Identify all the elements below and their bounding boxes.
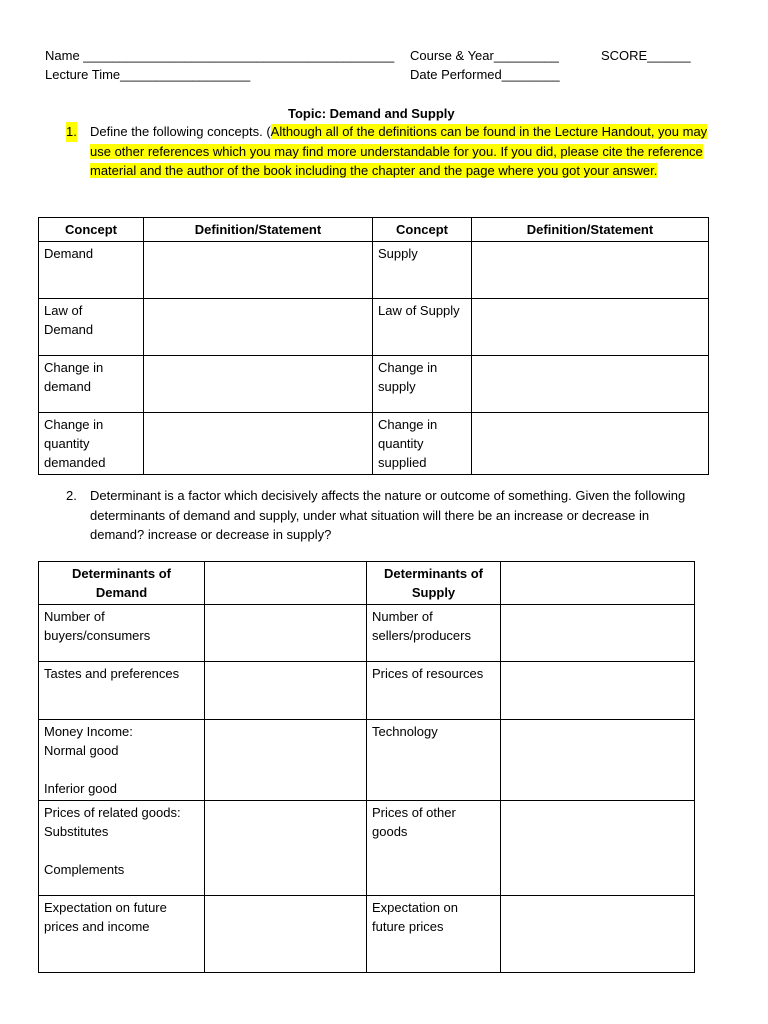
determinant-cell: Number of sellers/producers — [367, 605, 501, 662]
determinant-cell: Expectation on future prices — [367, 896, 501, 973]
table-row — [39, 720, 695, 801]
determinants-table-header — [39, 562, 695, 605]
answer-cell[interactable] — [205, 605, 367, 662]
definition-cell[interactable] — [144, 413, 373, 475]
determinant-cell: Prices of related goods: Substitutes Complements — [39, 801, 205, 896]
answer-cell[interactable] — [501, 896, 695, 973]
determinant-cell: Number of buyers/consumers — [39, 605, 205, 662]
header-definition: Definition/Statement — [472, 218, 709, 242]
concept-cell: Law of Supply — [373, 299, 472, 356]
table-row — [39, 242, 709, 299]
header-concept: Concept — [373, 218, 472, 242]
definition-cell[interactable] — [144, 299, 373, 356]
determinants-table — [38, 561, 695, 973]
question-2-text: Determinant is a factor which decisively affects the nature or outcome of something. Given the following determinants of demand and supply, under what situation will there be an increase or decrease in demand? increase or decrease in supply? — [90, 488, 686, 542]
concept-cell: Change in supply — [373, 356, 472, 413]
header-determinants-supply: Determinants of Supply — [367, 562, 501, 605]
date-performed-field[interactable]: Date Performed________ — [410, 67, 560, 82]
header-definition: Definition/Statement — [144, 218, 373, 242]
table-row — [39, 299, 709, 356]
definition-cell[interactable] — [472, 356, 709, 413]
score-field[interactable]: SCORE______ — [601, 48, 691, 63]
determinant-cell: Prices of other goods — [367, 801, 501, 896]
answer-cell[interactable] — [205, 720, 367, 801]
question-1-plain: Define the following concepts. ( — [90, 124, 271, 139]
concepts-table — [38, 217, 709, 475]
answer-cell[interactable] — [205, 896, 367, 973]
concepts-table-header — [39, 218, 709, 242]
answer-cell[interactable] — [501, 605, 695, 662]
determinant-cell: Money Income: Normal good Inferior good — [39, 720, 205, 801]
topic-title: Topic: Demand and Supply — [288, 106, 455, 121]
table-row — [39, 356, 709, 413]
table-row — [39, 896, 695, 973]
concept-cell: Change in quantity demanded — [39, 413, 144, 475]
definition-cell[interactable] — [472, 299, 709, 356]
question-1-highlight: Although all of the definitions can be found in the Lecture Handout, you may use other references which you may find more understandable for you. If you did, please cite the reference material and the author of the book including the chapter and the page where you got your answer. — [90, 124, 708, 178]
definition-cell[interactable] — [144, 242, 373, 299]
concept-cell: Change in quantity supplied — [373, 413, 472, 475]
lecture-time-field[interactable]: Lecture Time__________________ — [45, 67, 251, 82]
determinant-cell: Expectation on future prices and income — [39, 896, 205, 973]
table-row — [39, 605, 695, 662]
determinant-cell: Prices of resources — [367, 662, 501, 720]
determinant-cell: Technology — [367, 720, 501, 801]
header-concept: Concept — [39, 218, 144, 242]
table-row — [39, 413, 709, 475]
question-2-number: 2. — [66, 488, 77, 503]
determinant-cell: Tastes and preferences — [39, 662, 205, 720]
definition-cell[interactable] — [144, 356, 373, 413]
name-field[interactable]: Name ___________________________________________ — [45, 48, 395, 63]
table-row — [39, 801, 695, 896]
header-blank — [501, 562, 695, 605]
answer-cell[interactable] — [501, 801, 695, 896]
answer-cell[interactable] — [501, 720, 695, 801]
definition-cell[interactable] — [472, 242, 709, 299]
concept-cell: Demand — [39, 242, 144, 299]
concept-cell: Supply — [373, 242, 472, 299]
concept-cell: Change in demand — [39, 356, 144, 413]
answer-cell[interactable] — [205, 801, 367, 896]
table-row — [39, 662, 695, 720]
header-blank — [205, 562, 367, 605]
question-1-number: 1. — [66, 122, 77, 142]
answer-cell[interactable] — [205, 662, 367, 720]
question-1-text — [90, 122, 710, 181]
answer-cell[interactable] — [501, 662, 695, 720]
header-determinants-demand: Determinants of Demand — [39, 562, 205, 605]
concept-cell: Law of Demand — [39, 299, 144, 356]
definition-cell[interactable] — [472, 413, 709, 475]
course-year-field[interactable]: Course & Year_________ — [410, 48, 559, 63]
